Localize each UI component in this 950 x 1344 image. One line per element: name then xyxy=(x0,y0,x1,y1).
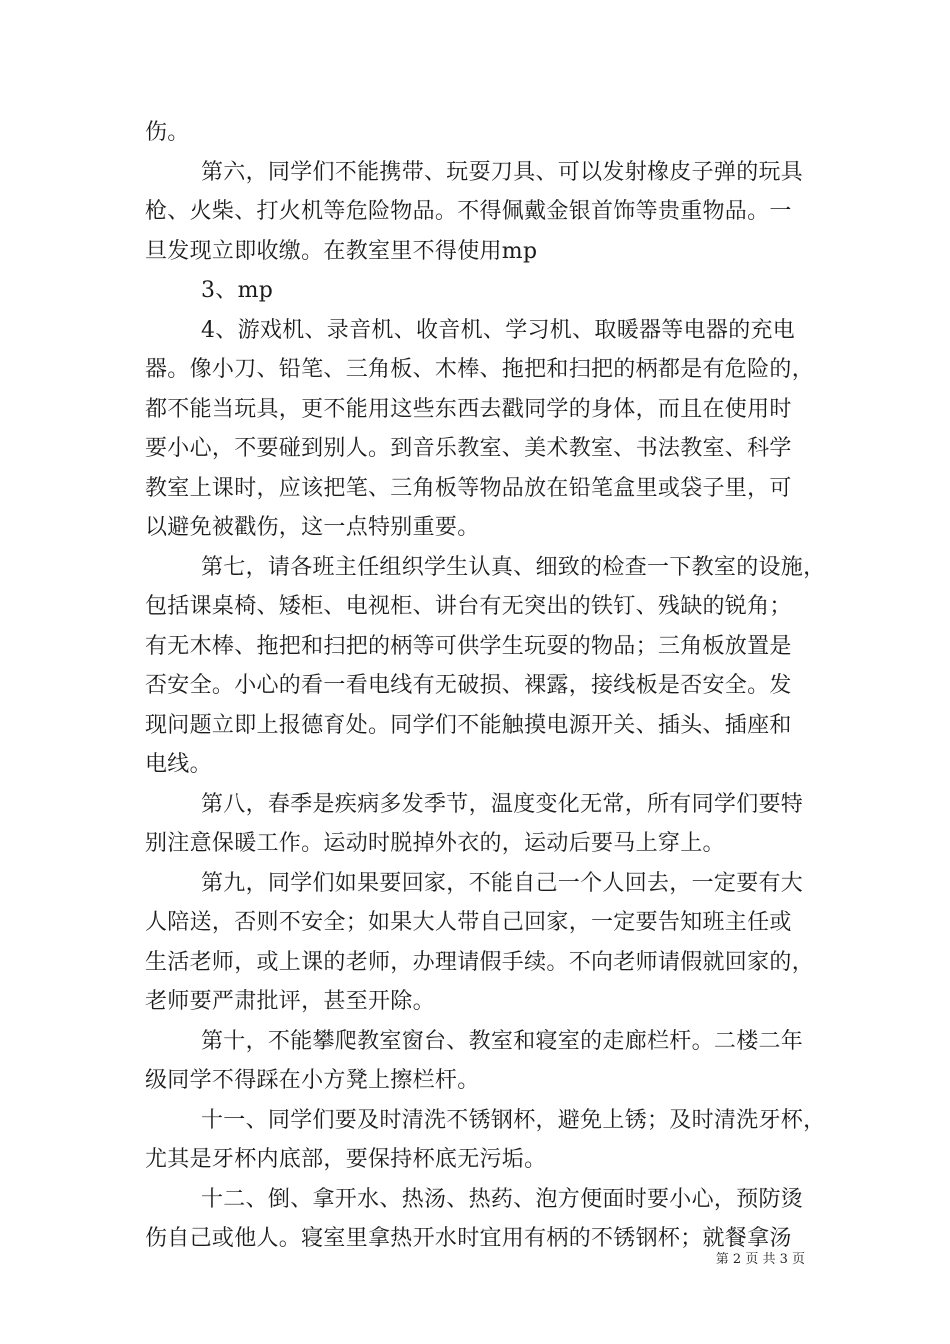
text-line: 旦发现立即收缴。在教室里不得使用mp xyxy=(145,238,538,264)
text-line: 老师要严肃批评，甚至开除。 xyxy=(145,989,435,1014)
text-line: 别注意保暖工作。运动时脱掉外衣的，运动后要马上穿上。 xyxy=(145,831,725,856)
text-line: 级同学不得踩在小方凳上擦栏杆。 xyxy=(145,1068,480,1093)
text-line: 生活老师，或上课的老师，办理请假手续。不向老师请假就回家的， xyxy=(145,949,815,975)
text-line: 尤其是牙杯内底部，要保持杯底无污垢。 xyxy=(145,1147,547,1172)
text-line: 第九，同学们如果要回家，不能自己一个人回去，一定要有大 xyxy=(201,870,804,896)
text-line: 十二、倒、拿开水、热汤、热药、泡方便面时要小心，预防烫 xyxy=(201,1186,804,1212)
document-body xyxy=(145,113,826,1259)
text-line: 现问题立即上报德育处。同学们不能触摸电源开关、插头、插座和 xyxy=(145,712,792,738)
text-line: 电线。 xyxy=(145,752,212,777)
text-line: 都不能当玩具，更不能用这些东西去戳同学的身体，而且在使用时 xyxy=(145,396,792,422)
text-line: 枪、火柴、打火机等危险物品。不得佩戴金银首饰等贵重物品。一 xyxy=(145,199,792,224)
text-line: 第六，同学们不能携带、玩耍刀具、可以发射橡皮子弹的玩具 xyxy=(201,159,804,185)
text-line: 十一、同学们要及时清洗不锈钢杯，避免上锈；及时清洗牙杯， xyxy=(201,1107,826,1133)
text-line: 4、游戏机、录音机、收音机、学习机、取暖器等电器的充电 xyxy=(201,317,796,343)
page-number: 第 2 页 共 3 页 xyxy=(715,1252,805,1267)
text-line: 伤。 xyxy=(145,120,190,145)
text-line: 3、mp xyxy=(201,278,274,303)
text-line: 包括课桌椅、矮柜、电视柜、讲台有无突出的铁钉、残缺的锐角； xyxy=(145,594,792,619)
text-line: 伤自己或他人。寝室里拿热开水时宜用有柄的不锈钢杯；就餐拿汤 xyxy=(145,1226,792,1251)
text-line: 要小心，不要碰到别人。到音乐教室、美术教室、书法教室、科学 xyxy=(145,436,792,461)
text-line: 第七，请各班主任组织学生认真、细致的检查一下教室的设施， xyxy=(201,554,826,580)
text-line: 器。像小刀、铅笔、三角板、木棒、拖把和扫把的柄都是有危险的， xyxy=(145,357,815,382)
text-line: 第八，春季是疾病多发季节，温度变化无常，所有同学们要特 xyxy=(201,791,804,817)
text-line: 教室上课时，应该把笔、三角板等物品放在铅笔盒里或袋子里，可 xyxy=(145,475,792,501)
text-line: 有无木棒、拖把和扫把的柄等可供学生玩耍的物品；三角板放置是 xyxy=(145,633,792,659)
text-line: 第十，不能攀爬教室窗台、教室和寝室的走廊栏杆。二楼二年 xyxy=(201,1028,804,1054)
text-line: 以避免被戳伤，这一点特别重要。 xyxy=(145,515,480,540)
text-line: 否安全。小心的看一看电线有无破损、裸露，接线板是否安全。发 xyxy=(145,673,792,698)
text-line: 人陪送，否则不安全；如果大人带自己回家，一定要告知班主任或 xyxy=(145,910,792,935)
